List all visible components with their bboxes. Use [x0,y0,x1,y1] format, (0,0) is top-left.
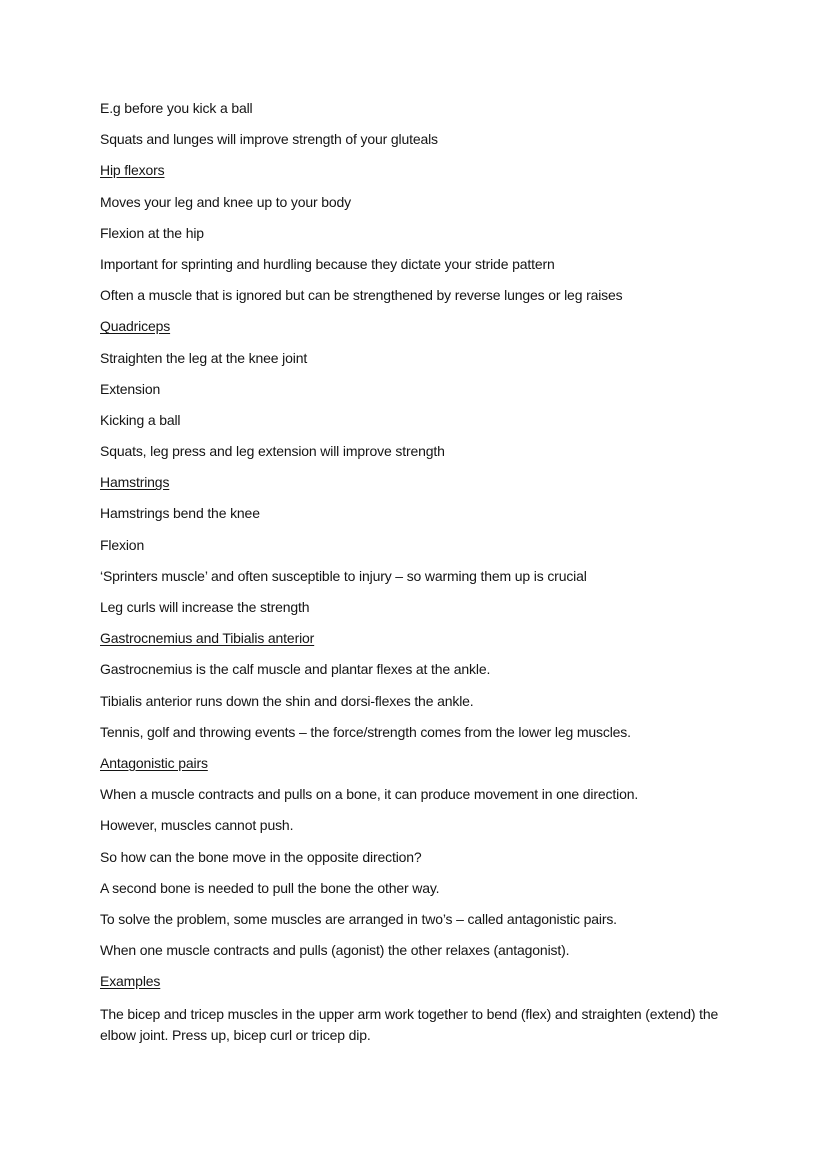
body-text: E.g before you kick a ball [100,100,253,116]
section-heading-gastrocnemius-tibialis: Gastrocnemius and Tibialis anterior [100,630,315,647]
examples-paragraph: The bicep and tricep muscles in the upper arm work together to bend (flex) and straighten (extend) the elbow joint. Press up, bicep curl or tricep dip. [100,1006,719,1044]
body-text: When one muscle contracts and pulls (agonist) the other relaxes (antagonist). [100,942,570,959]
body-text: When a muscle contracts and pulls on a bone, it can produce movement in one direction. [100,786,639,803]
body-text: To solve the problem, some muscles are arranged in two’s – called antagonistic pairs. [100,910,617,927]
body-text: Squats and lunges will improve strength of your gluteals [100,131,438,148]
body-text: A second bone is needed to pull the bone the other way. [100,879,440,896]
section-heading-antagonistic-pairs: Antagonistic pairs [100,754,208,771]
body-text: ‘Sprinters muscle’ and often susceptible to injury – so warming them up is crucial [100,567,587,584]
body-text: Gastrocnemius is the calf muscle and plantar flexes at the ankle. [100,661,491,678]
body-text: Leg curls will increase the strength [100,599,310,615]
body-text: Flexion [100,536,145,553]
section-heading-hamstrings: Hamstrings [100,474,170,491]
body-text: Hamstrings bend the knee [100,505,260,522]
body-text: Extension [100,380,161,397]
body-text: Flexion at the hip [100,224,204,241]
section-heading-quadriceps: Quadriceps [100,318,171,335]
section-heading-examples: Examples [100,973,161,990]
body-text: So how can the bone move in the opposite direction? [100,848,422,865]
body-text: Often a muscle that is ignored but can be strengthened by reverse lunges or leg raises [100,287,623,304]
body-text: However, muscles cannot push. [100,817,294,834]
body-text: Straighten the leg at the knee joint [100,349,308,366]
body-text: Squats, leg press and leg extension will improve strength [100,443,445,460]
section-heading-hip-flexors: Hip flexors [100,162,165,179]
document-page [100,100,730,1046]
body-text: Moves your leg and knee up to your body [100,193,351,210]
body-text: Tibialis anterior runs down the shin and dorsi-flexes the ankle. [100,692,474,709]
body-text: Important for sprinting and hurdling because they dictate your stride pattern [100,255,555,272]
body-text: Tennis, golf and throwing events – the force/strength comes from the lower leg muscles. [100,723,631,740]
body-text: Kicking a ball [100,411,181,428]
